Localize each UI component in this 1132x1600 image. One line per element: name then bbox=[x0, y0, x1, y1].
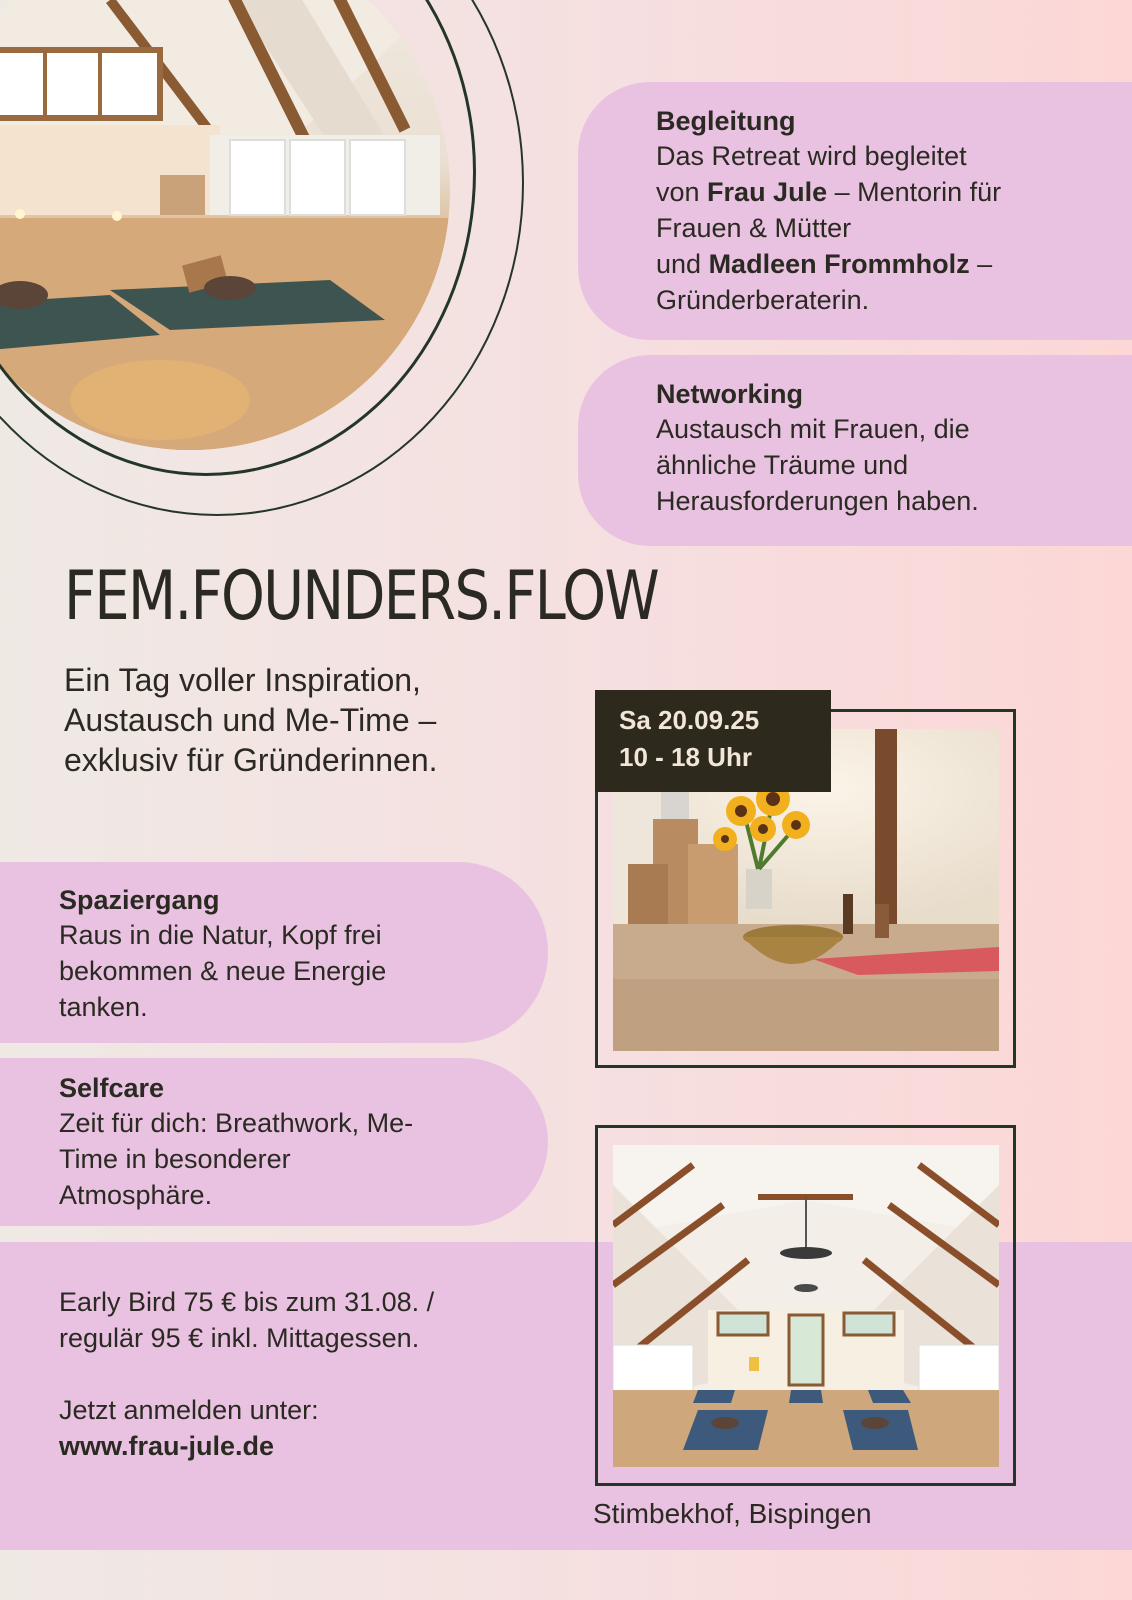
card-title: Begleitung bbox=[656, 106, 796, 136]
decorative-ring bbox=[0, 0, 524, 516]
card-networking bbox=[578, 355, 1132, 546]
card-text: Das Retreat wird begleitet von Frau Jule – Mentorin für Frauen & Mütter und Madleen Frommholz – Gründerberaterin. bbox=[656, 141, 1002, 315]
advisor-name: Madleen Frommholz bbox=[708, 249, 970, 279]
event-location: Stimbekhof, Bispingen bbox=[593, 1498, 872, 1529]
card-text: Zeit für dich: Breathwork, Me- Time in besonderer Atmosphäre. bbox=[59, 1108, 414, 1210]
card-begleitung bbox=[578, 82, 1132, 340]
card-spaziergang bbox=[0, 862, 548, 1043]
card-text: Raus in die Natur, Kopf frei bekommen & neue Energie tanken. bbox=[59, 920, 387, 1022]
cta-text: Jetzt anmelden unter: bbox=[59, 1395, 319, 1425]
event-date: Sa 20.09.25 bbox=[619, 705, 760, 735]
event-time: 10 - 18 Uhr bbox=[619, 742, 752, 772]
card-text: Austausch mit Frauen, die ähnliche Träume und Herausforderungen haben. bbox=[656, 414, 979, 516]
website-link[interactable]: www.frau-jule.de bbox=[59, 1431, 275, 1461]
event-subtitle: Ein Tag voller Inspiration, Austausch und Me-Time – exklusiv für Gründerinnen. bbox=[64, 662, 438, 778]
seminar-room-photo bbox=[613, 1145, 999, 1467]
card-selfcare bbox=[0, 1058, 548, 1226]
card-title: Selfcare bbox=[59, 1073, 165, 1103]
mentor-name: Frau Jule bbox=[707, 177, 828, 207]
card-title: Spaziergang bbox=[59, 885, 220, 915]
pricing-info: Early Bird 75 € bis zum 31.08. / regulär 95 € inkl. Mittagessen. Jetzt anmelden unter: www.frau-jule.de bbox=[59, 1284, 579, 1464]
date-badge bbox=[595, 690, 831, 792]
card-title: Networking bbox=[656, 379, 804, 409]
event-title: FEM.FOUNDERS.FLOW bbox=[64, 557, 658, 636]
